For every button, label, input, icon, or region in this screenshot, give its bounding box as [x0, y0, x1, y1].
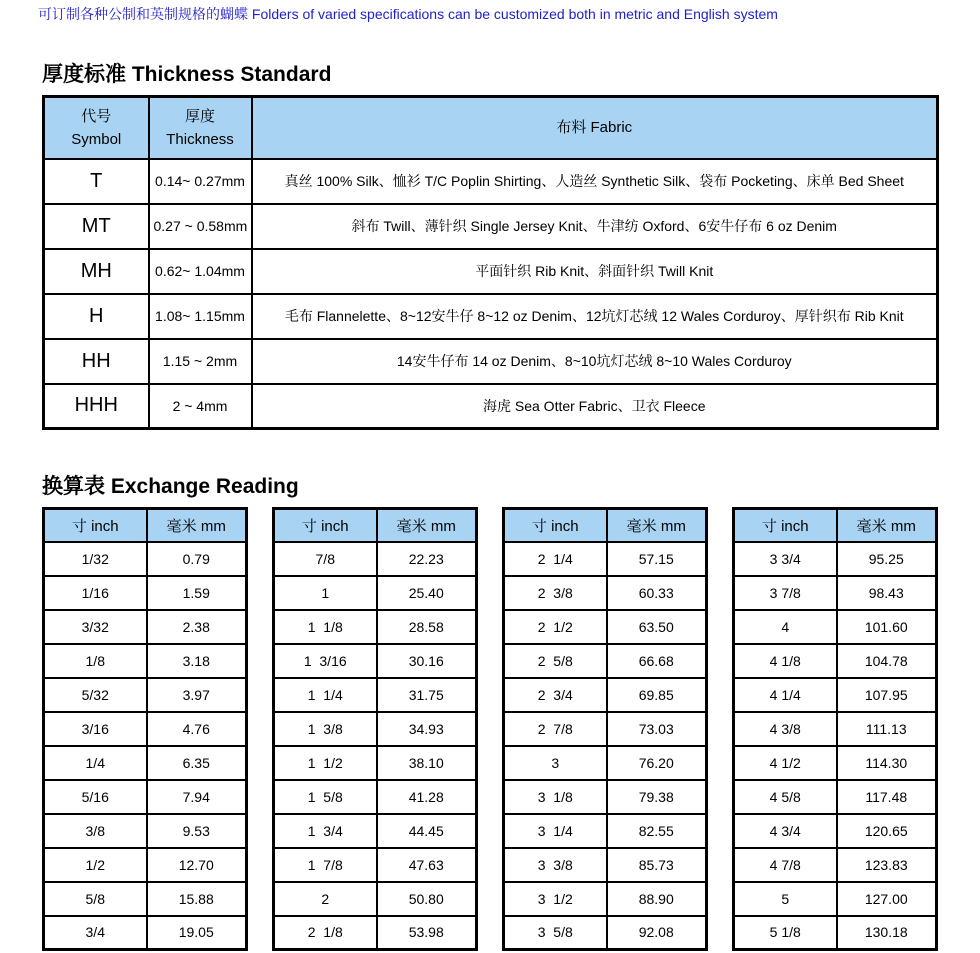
table-row [504, 882, 707, 916]
symbol-cell: HH [44, 339, 149, 384]
inch-cell: 1 3/4 [274, 814, 377, 848]
inch-cell: 1 [274, 576, 377, 610]
table-row [734, 610, 937, 644]
table-row [44, 780, 247, 814]
mm-cell: 82.55 [607, 814, 707, 848]
table-row [504, 746, 707, 780]
mm-cell: 34.93 [377, 712, 477, 746]
table-row [274, 576, 477, 610]
mm-cell: 0.79 [147, 542, 247, 576]
inch-cell: 3 5/8 [504, 916, 607, 950]
inch-cell: 1/16 [44, 576, 147, 610]
inch-cell: 1/32 [44, 542, 147, 576]
mm-column-header: 毫米 mm [377, 509, 477, 542]
mm-cell: 12.70 [147, 848, 247, 882]
inch-cell: 3 [504, 746, 607, 780]
inch-cell: 4 5/8 [734, 780, 837, 814]
inch-cell: 3/4 [44, 916, 147, 950]
mm-cell: 6.35 [147, 746, 247, 780]
table-row [44, 916, 247, 950]
mm-cell: 53.98 [377, 916, 477, 950]
inch-cell: 3/8 [44, 814, 147, 848]
table-row [44, 294, 938, 339]
inch-cell: 4 7/8 [734, 848, 837, 882]
thickness-cell: 0.62~ 1.04mm [149, 249, 252, 294]
exchange-table-2 [272, 507, 478, 951]
inch-cell: 5 1/8 [734, 916, 837, 950]
thickness-cell: 1.08~ 1.15mm [149, 294, 252, 339]
mm-cell: 66.68 [607, 644, 707, 678]
inch-cell: 5 [734, 882, 837, 916]
fabric-cell: 真丝 100% Silk、恤衫 T/C Poplin Shirting、人造丝 Synthetic Silk、袋布 Pocketing、床单 Bed Sheet [252, 159, 938, 204]
table-row [734, 746, 937, 780]
exchange-table-2-body [274, 542, 477, 950]
inch-cell: 3/32 [44, 610, 147, 644]
thickness-cell: 2 ~ 4mm [149, 384, 252, 429]
exchange-table-header-row [734, 509, 937, 542]
mm-cell: 120.65 [837, 814, 937, 848]
mm-cell: 1.59 [147, 576, 247, 610]
table-row [274, 712, 477, 746]
thickness-column-header [149, 97, 252, 159]
table-row [44, 746, 247, 780]
mm-cell: 127.00 [837, 882, 937, 916]
table-row [274, 882, 477, 916]
symbol-cell: HHH [44, 384, 149, 429]
table-row [274, 746, 477, 780]
table-row [734, 848, 937, 882]
customization-note: 可订制各种公制和英制规格的蝴蝶 Folders of varied specifications can be customized both in metric and English system [38, 6, 778, 22]
table-row [504, 780, 707, 814]
thickness-standard-table [42, 95, 939, 430]
mm-cell: 25.40 [377, 576, 477, 610]
mm-cell: 9.53 [147, 814, 247, 848]
exchange-table-3 [502, 507, 708, 951]
table-row [504, 712, 707, 746]
mm-cell: 50.80 [377, 882, 477, 916]
table-row [734, 712, 937, 746]
thickness-cell: 0.14~ 0.27mm [149, 159, 252, 204]
inch-cell: 3/16 [44, 712, 147, 746]
table-row [44, 712, 247, 746]
table-row [274, 644, 477, 678]
inch-cell: 4 [734, 610, 837, 644]
inch-cell: 1 5/8 [274, 780, 377, 814]
mm-cell: 44.45 [377, 814, 477, 848]
inch-column-header: 寸 inch [734, 509, 837, 542]
inch-cell: 2 [274, 882, 377, 916]
exchange-section-title: 换算表 Exchange Reading [42, 475, 299, 498]
inch-cell: 2 1/8 [274, 916, 377, 950]
table-row [274, 610, 477, 644]
table-row [274, 848, 477, 882]
symbol-cell: MT [44, 204, 149, 249]
table-row [734, 882, 937, 916]
mm-cell: 73.03 [607, 712, 707, 746]
table-row [504, 814, 707, 848]
inch-cell: 2 3/8 [504, 576, 607, 610]
table-row [504, 644, 707, 678]
mm-cell: 7.94 [147, 780, 247, 814]
symbol-cell: H [44, 294, 149, 339]
thickness-cell: 0.27 ~ 0.58mm [149, 204, 252, 249]
mm-cell: 114.30 [837, 746, 937, 780]
mm-cell: 88.90 [607, 882, 707, 916]
mm-cell: 57.15 [607, 542, 707, 576]
mm-cell: 123.83 [837, 848, 937, 882]
table-row [44, 848, 247, 882]
mm-cell: 41.28 [377, 780, 477, 814]
inch-cell: 1 3/16 [274, 644, 377, 678]
table-row [504, 848, 707, 882]
mm-cell: 15.88 [147, 882, 247, 916]
mm-column-header: 毫米 mm [607, 509, 707, 542]
table-row [734, 542, 937, 576]
inch-cell: 3 3/8 [504, 848, 607, 882]
mm-cell: 31.75 [377, 678, 477, 712]
inch-cell: 4 1/2 [734, 746, 837, 780]
mm-cell: 95.25 [837, 542, 937, 576]
mm-column-header: 毫米 mm [147, 509, 247, 542]
fabric-cell: 毛布 Flannelette、8~12安牛仔 8~12 oz Denim、12坑灯芯绒 12 Wales Corduroy、厚针织布 Rib Knit [252, 294, 938, 339]
inch-cell: 4 1/4 [734, 678, 837, 712]
mm-cell: 101.60 [837, 610, 937, 644]
mm-cell: 28.58 [377, 610, 477, 644]
table-row [44, 610, 247, 644]
exchange-table-header-row [274, 509, 477, 542]
table-row [274, 678, 477, 712]
table-row [504, 542, 707, 576]
table-row [734, 916, 937, 950]
mm-cell: 69.85 [607, 678, 707, 712]
mm-cell: 63.50 [607, 610, 707, 644]
fabric-cell: 海虎 Sea Otter Fabric、卫衣 Fleece [252, 384, 938, 429]
thickness-section-title: 厚度标准 Thickness Standard [42, 63, 332, 86]
table-row [504, 576, 707, 610]
inch-cell: 3 7/8 [734, 576, 837, 610]
mm-cell: 130.18 [837, 916, 937, 950]
inch-cell: 1/4 [44, 746, 147, 780]
inch-cell: 3 1/8 [504, 780, 607, 814]
table-row [44, 576, 247, 610]
table-row [44, 814, 247, 848]
exchange-table-1 [42, 507, 248, 951]
mm-cell: 104.78 [837, 644, 937, 678]
inch-cell: 2 7/8 [504, 712, 607, 746]
exchange-table-1-body [44, 542, 247, 950]
table-row [44, 882, 247, 916]
table-row [504, 610, 707, 644]
exchange-table-3-body [504, 542, 707, 950]
fabric-column-header: 布料 Fabric [252, 97, 938, 159]
symbol-column-header [44, 97, 149, 159]
mm-cell: 98.43 [837, 576, 937, 610]
table-row [734, 814, 937, 848]
thickness-header-en: Thickness [166, 130, 234, 148]
fabric-cell: 平面针织 Rib Knit、斜面针织 Twill Knit [252, 249, 938, 294]
inch-cell: 4 1/8 [734, 644, 837, 678]
inch-cell: 1 3/8 [274, 712, 377, 746]
exchange-table-header-row [44, 509, 247, 542]
inch-cell: 3 1/2 [504, 882, 607, 916]
symbol-cell: MH [44, 249, 149, 294]
table-row [44, 159, 938, 204]
mm-cell: 76.20 [607, 746, 707, 780]
symbol-header-cn: 代号 [81, 107, 112, 125]
table-row [44, 542, 247, 576]
mm-cell: 30.16 [377, 644, 477, 678]
fabric-cell: 斜布 Twill、薄针织 Single Jersey Knit、牛津纺 Oxford、6安牛仔布 6 oz Denim [252, 204, 938, 249]
mm-cell: 47.63 [377, 848, 477, 882]
table-row [44, 204, 938, 249]
exchange-table-4 [732, 507, 938, 951]
table-row [734, 644, 937, 678]
mm-cell: 22.23 [377, 542, 477, 576]
inch-cell: 5/8 [44, 882, 147, 916]
inch-cell: 7/8 [274, 542, 377, 576]
table-row [44, 384, 938, 429]
inch-cell: 2 3/4 [504, 678, 607, 712]
table-row [734, 780, 937, 814]
inch-cell: 5/32 [44, 678, 147, 712]
mm-cell: 19.05 [147, 916, 247, 950]
inch-column-header: 寸 inch [44, 509, 147, 542]
exchange-table-header-row [504, 509, 707, 542]
thickness-header-cn: 厚度 [184, 107, 215, 125]
inch-cell: 1/2 [44, 848, 147, 882]
mm-cell: 111.13 [837, 712, 937, 746]
inch-cell: 3 3/4 [734, 542, 837, 576]
inch-cell: 4 3/4 [734, 814, 837, 848]
inch-cell: 2 5/8 [504, 644, 607, 678]
table-row [734, 678, 937, 712]
inch-cell: 1/8 [44, 644, 147, 678]
table-row [274, 814, 477, 848]
table-row [44, 339, 938, 384]
inch-cell: 4 3/8 [734, 712, 837, 746]
mm-cell: 4.76 [147, 712, 247, 746]
inch-cell: 2 1/4 [504, 542, 607, 576]
mm-cell: 60.33 [607, 576, 707, 610]
mm-cell: 85.73 [607, 848, 707, 882]
mm-cell: 117.48 [837, 780, 937, 814]
inch-cell: 1 1/4 [274, 678, 377, 712]
inch-column-header: 寸 inch [504, 509, 607, 542]
table-row [44, 678, 247, 712]
mm-cell: 38.10 [377, 746, 477, 780]
inch-column-header: 寸 inch [274, 509, 377, 542]
thickness-table-header-row [44, 97, 938, 159]
table-row [274, 916, 477, 950]
inch-cell: 1 1/8 [274, 610, 377, 644]
mm-cell: 79.38 [607, 780, 707, 814]
mm-cell: 107.95 [837, 678, 937, 712]
table-row [44, 249, 938, 294]
mm-cell: 2.38 [147, 610, 247, 644]
exchange-table-4-body [734, 542, 937, 950]
fabric-cell: 14安牛仔布 14 oz Denim、8~10坑灯芯绒 8~10 Wales Corduroy [252, 339, 938, 384]
thickness-table-body [44, 159, 938, 429]
table-row [504, 678, 707, 712]
symbol-header-en: Symbol [71, 130, 122, 148]
table-row [504, 916, 707, 950]
inch-cell: 3 1/4 [504, 814, 607, 848]
inch-cell: 1 7/8 [274, 848, 377, 882]
table-row [44, 644, 247, 678]
table-row [274, 780, 477, 814]
inch-cell: 1 1/2 [274, 746, 377, 780]
inch-cell: 2 1/2 [504, 610, 607, 644]
table-row [274, 542, 477, 576]
mm-cell: 92.08 [607, 916, 707, 950]
table-row [734, 576, 937, 610]
inch-cell: 5/16 [44, 780, 147, 814]
symbol-cell: T [44, 159, 149, 204]
mm-column-header: 毫米 mm [837, 509, 937, 542]
thickness-cell: 1.15 ~ 2mm [149, 339, 252, 384]
mm-cell: 3.97 [147, 678, 247, 712]
mm-cell: 3.18 [147, 644, 247, 678]
